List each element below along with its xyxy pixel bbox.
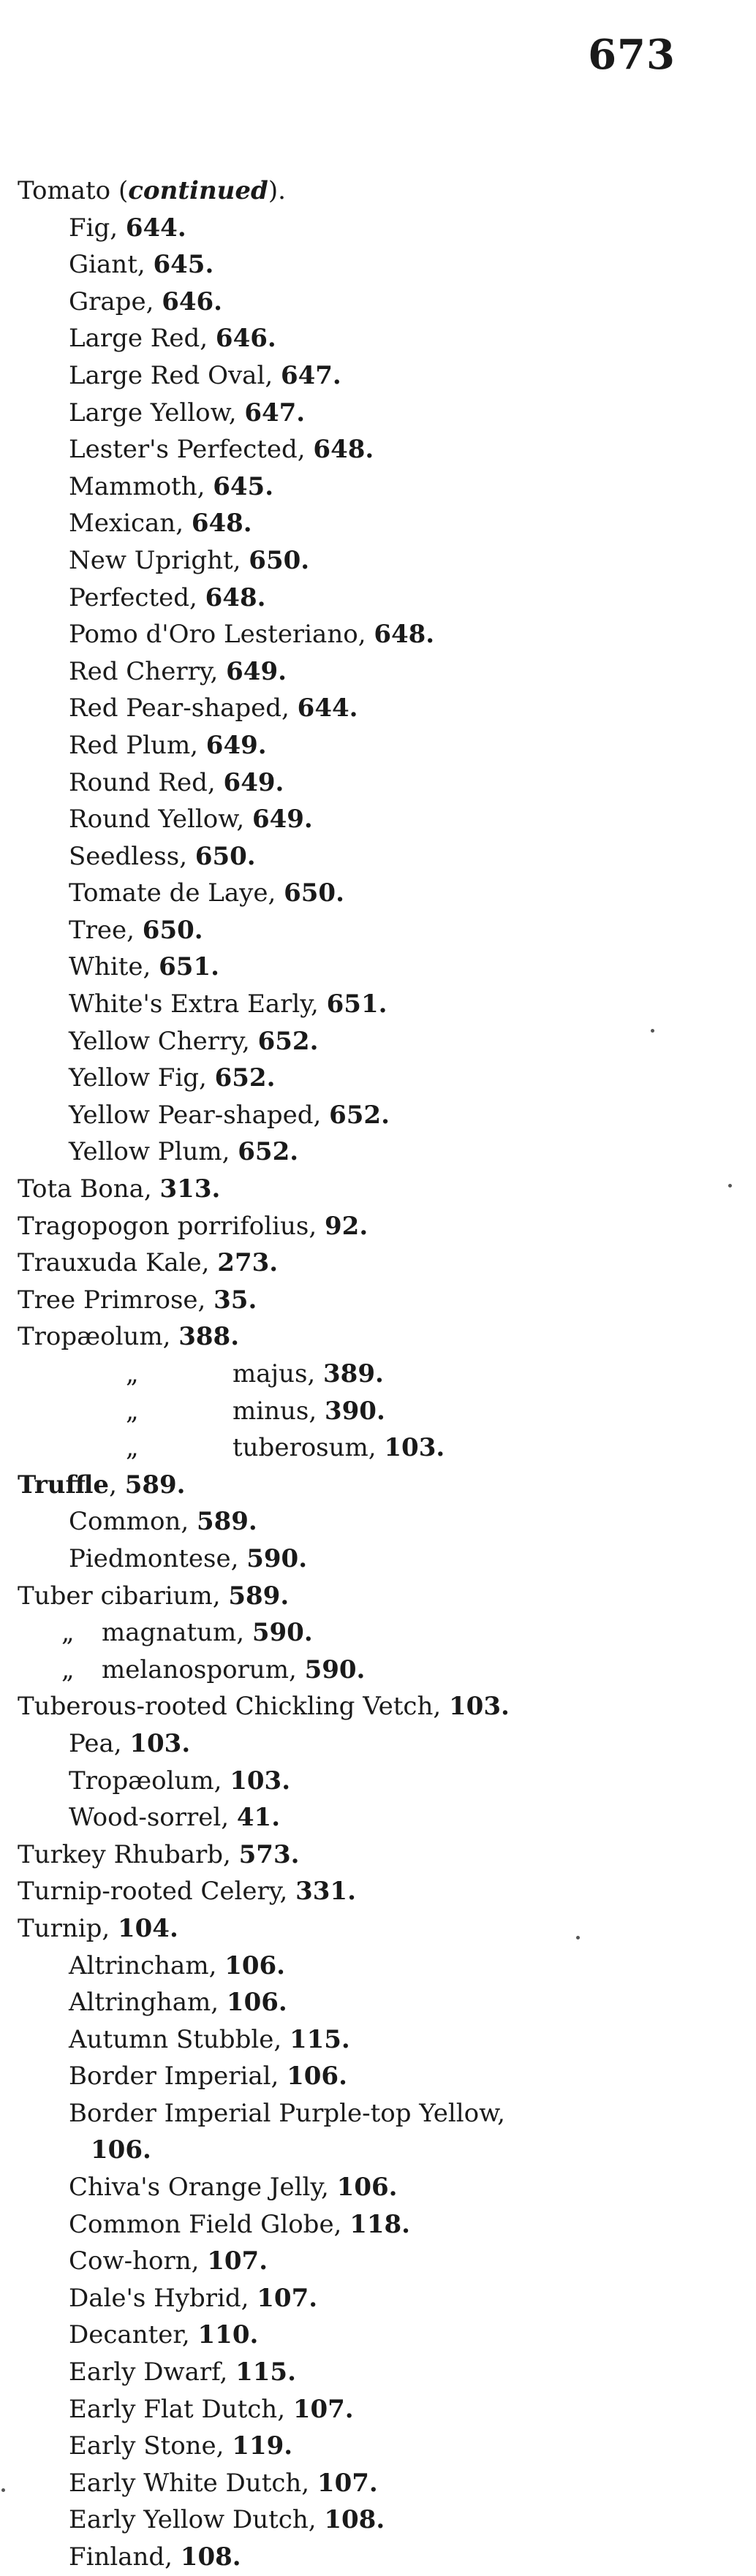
- entry-term: Tuberous-rooted Chickling Vetch,: [18, 1692, 449, 1722]
- page-reference: 650.: [194, 841, 256, 871]
- index-subentry: [18, 1097, 749, 1134]
- entry-term: Piedmontese,: [69, 1543, 247, 1573]
- index-subentry: [18, 1429, 749, 1467]
- index-subentry: [18, 912, 749, 949]
- page-reference: 390.: [324, 1396, 385, 1426]
- page-reference: 649.: [226, 656, 287, 686]
- entry-term: White,: [69, 952, 159, 982]
- index-subentry: [18, 1023, 749, 1060]
- index-entry: [18, 172, 749, 210]
- entry-term: Cow-horn,: [69, 2246, 208, 2276]
- entry-term: melanosporum,: [102, 1654, 305, 1684]
- index-subentry: [18, 2095, 749, 2132]
- index-subentry: [18, 431, 749, 468]
- entry-term: Chiva's Orange Jelly,: [69, 2173, 337, 2203]
- entry-term: Giant,: [69, 250, 154, 280]
- page-reference: 652.: [329, 1100, 390, 1130]
- page-reference: 106.: [226, 1988, 287, 2018]
- page-reference: 41.: [236, 1803, 281, 1833]
- page-reference: 35.: [213, 1285, 257, 1315]
- index-entry: [18, 1910, 749, 1948]
- entry-term: New Upright,: [69, 545, 249, 575]
- page-reference: 118.: [349, 2209, 410, 2239]
- index-subentry: [18, 1393, 749, 1430]
- index-subentry: [18, 468, 749, 506]
- entry-term: Dale's Hybrid,: [69, 2283, 257, 2313]
- index-subentry: [18, 1503, 749, 1540]
- page-reference: 331.: [295, 1877, 356, 1907]
- index-subentry: [18, 1948, 749, 1985]
- index-subentry: [18, 395, 749, 432]
- entry-term: Tomato (: [18, 176, 129, 205]
- index-subentry: [18, 580, 749, 617]
- ditto-mark: „: [126, 1396, 139, 1426]
- index-subentry: [18, 653, 749, 691]
- page-reference: 115.: [289, 2024, 350, 2054]
- page-reference: 646.: [162, 286, 222, 316]
- page-number: 673: [588, 31, 676, 79]
- entry-term: Seedless,: [69, 841, 195, 871]
- page-reference: 313.: [159, 1174, 221, 1204]
- page-reference: 110.: [197, 2320, 259, 2350]
- entry-term: Early Dwarf,: [69, 2357, 236, 2387]
- entry-term: Red Plum,: [69, 730, 206, 760]
- index-entry: [18, 1208, 749, 1245]
- print-speck: [1, 2488, 5, 2492]
- entry-term: Large Red,: [69, 324, 216, 354]
- ditto-mark: „: [126, 1433, 139, 1463]
- entry-term: Mexican,: [69, 509, 192, 539]
- page-reference: 649.: [205, 730, 267, 760]
- index-subentry: [18, 727, 749, 764]
- index-subentry: [18, 1060, 749, 1097]
- page-reference: 648.: [374, 620, 435, 650]
- page-reference: 119.: [232, 2431, 293, 2461]
- entry-term: Round Yellow,: [69, 805, 252, 835]
- ditto-mark: „: [61, 1654, 75, 1684]
- page-reference: 115.: [235, 2357, 296, 2387]
- index-subentry: [18, 2501, 749, 2539]
- page-reference: 106.: [224, 1950, 285, 1980]
- entry-term: Border Imperial Purple-top Yellow,: [69, 2098, 505, 2128]
- index-list: [18, 172, 749, 2576]
- index-subentry: [18, 1725, 749, 1763]
- index-subentry: [18, 2391, 749, 2428]
- entry-term: Tropæolum,: [69, 1766, 230, 1796]
- entry-term: Yellow Pear-shaped,: [69, 1100, 330, 1130]
- index-subentry: [18, 2354, 749, 2391]
- ditto-mark: „: [126, 1359, 139, 1388]
- page-reference: 650.: [284, 878, 344, 908]
- index-subentry: [18, 1540, 749, 1578]
- index-subentry: [18, 2206, 749, 2243]
- page-reference: 106.: [287, 2062, 347, 2091]
- entry-term: Tragopogon porrifolius,: [18, 1211, 325, 1241]
- entry-term: Grape,: [69, 286, 162, 316]
- entry-term: Altringham,: [69, 1988, 227, 2018]
- page-reference: 273.: [217, 1248, 279, 1278]
- index-subentry: [18, 2021, 749, 2059]
- page-reference: 646.: [215, 324, 276, 354]
- index-subentry: [18, 838, 749, 875]
- entry-term: Altrincham,: [69, 1950, 225, 1980]
- entry-term: Turkey Rhubarb,: [18, 1839, 239, 1869]
- entry-term: Fig,: [69, 213, 126, 243]
- entry-term: Tree Primrose,: [18, 1285, 214, 1315]
- entry-term: Lester's Perfected,: [69, 435, 314, 465]
- page-reference: 106.: [91, 2135, 151, 2165]
- index-subentry: [18, 1984, 749, 2021]
- page-reference: 107.: [292, 2394, 354, 2424]
- page-reference: 389.: [323, 1359, 384, 1388]
- index-subentry: [18, 1614, 749, 1652]
- index-subentry: [18, 210, 749, 247]
- entry-term: Turnip-rooted Celery,: [18, 1877, 296, 1907]
- print-speck: [576, 1936, 580, 1939]
- page-reference: 589.: [124, 1470, 186, 1500]
- entry-term: Large Yellow,: [69, 398, 245, 428]
- entry-term: Early Flat Dutch,: [69, 2394, 293, 2424]
- index-subentry: [18, 2539, 749, 2576]
- entry-term: Pea,: [69, 1728, 130, 1758]
- index-subentry: [18, 246, 749, 284]
- entry-term: Early Stone,: [69, 2431, 233, 2461]
- index-subentry: [18, 505, 749, 542]
- page-reference: 92.: [325, 1211, 368, 1241]
- page-reference: 650.: [142, 915, 203, 945]
- page-reference: 648.: [313, 435, 374, 465]
- page-reference: 590.: [246, 1543, 308, 1573]
- index-subentry: [18, 2169, 749, 2206]
- entry-italic: continued: [128, 176, 268, 205]
- page-reference: 103.: [384, 1433, 445, 1463]
- page-reference: 652.: [257, 1026, 319, 1056]
- entry-term: Tota Bona,: [18, 1174, 160, 1204]
- page-reference: 106.: [336, 2173, 398, 2203]
- index-entry: [18, 1467, 749, 1504]
- entry-term: Common Field Globe,: [69, 2209, 350, 2239]
- index-entry: [18, 1282, 749, 1319]
- index-subentry: [18, 1763, 749, 1800]
- index-subentry: [18, 2317, 749, 2354]
- entry-term: Red Cherry,: [69, 656, 227, 686]
- entry-punct: ,: [109, 1470, 125, 1500]
- index-subentry: [18, 1799, 749, 1836]
- index-subentry: [18, 764, 749, 802]
- page-reference: 649.: [223, 767, 284, 797]
- page-reference: 107.: [257, 2283, 318, 2313]
- page-reference: 590.: [304, 1654, 366, 1684]
- index-subentry: [18, 320, 749, 357]
- page-reference: 644.: [125, 213, 186, 243]
- index-subentry: [18, 986, 749, 1023]
- index-subentry: [18, 2058, 749, 2095]
- page-reference: 644.: [297, 694, 358, 723]
- entry-term: minus,: [233, 1396, 325, 1426]
- index-subentry: [18, 2132, 749, 2169]
- index-subentry: [18, 690, 749, 727]
- entry-term: Yellow Fig,: [69, 1063, 215, 1093]
- entry-term: Trauxuda Kale,: [18, 1248, 218, 1278]
- entry-term: Border Imperial,: [69, 2062, 287, 2091]
- index-subentry: [18, 542, 749, 580]
- index-subentry: [18, 801, 749, 838]
- index-entry: [18, 1578, 749, 1615]
- entry-term: Wood-sorrel,: [69, 1803, 237, 1833]
- entry-term: magnatum,: [102, 1618, 252, 1648]
- page-reference: 103.: [230, 1766, 291, 1796]
- index-entry: [18, 1873, 749, 1910]
- index-entry: [18, 1688, 749, 1725]
- entry-term: Tomate de Laye,: [69, 878, 284, 908]
- page-reference: 590.: [252, 1618, 313, 1648]
- index-subentry: [18, 284, 749, 321]
- page-reference: 648.: [191, 509, 252, 539]
- index-subentry: [18, 616, 749, 653]
- index-subentry: [18, 2280, 749, 2317]
- entry-term: Early Yellow Dutch,: [69, 2505, 325, 2535]
- page-reference: 573.: [238, 1839, 300, 1869]
- ditto-mark: „: [61, 1618, 75, 1648]
- index-subentry: [18, 2243, 749, 2280]
- index-subentry: [18, 2428, 749, 2465]
- index-subentry: [18, 1133, 749, 1171]
- page-reference: 651.: [159, 952, 219, 982]
- entry-term: Decanter,: [69, 2320, 198, 2350]
- index-entry: [18, 1171, 749, 1208]
- index-entry: [18, 1318, 749, 1356]
- page-reference: 647.: [244, 398, 306, 428]
- entry-term: Tuber cibarium,: [18, 1581, 229, 1611]
- index-subentry: [18, 875, 749, 912]
- entry-term: Autumn Stubble,: [69, 2024, 290, 2054]
- entry-term: White's Extra Early,: [69, 989, 327, 1019]
- entry-term: Yellow Plum,: [69, 1137, 238, 1167]
- page-reference: 647.: [280, 360, 341, 390]
- index-subentry: [18, 357, 749, 395]
- entry-term: Tree,: [69, 915, 143, 945]
- page-reference: 650.: [249, 545, 310, 575]
- entry-term: Perfected,: [69, 582, 205, 612]
- entry-term: Round Red,: [69, 767, 224, 797]
- entry-term: Yellow Cherry,: [69, 1026, 258, 1056]
- index-subentry: [18, 949, 749, 986]
- page-reference: 652.: [238, 1137, 299, 1167]
- entry-term: Pomo d'Oro Lesteriano,: [69, 620, 374, 650]
- page-reference: 645.: [153, 250, 214, 280]
- page-reference: 103.: [129, 1728, 191, 1758]
- page-reference: 108.: [324, 2505, 385, 2535]
- entry-term: tuberosum,: [233, 1433, 385, 1463]
- page-reference: 103.: [449, 1692, 510, 1722]
- page-reference: 645.: [213, 471, 274, 501]
- entry-term: Early White Dutch,: [69, 2468, 317, 2498]
- page-reference: 107.: [317, 2468, 378, 2498]
- entry-term: Large Red Oval,: [69, 360, 281, 390]
- page-reference: 651.: [326, 989, 388, 1019]
- print-speck: [728, 1184, 732, 1188]
- entry-term: Turnip,: [18, 1913, 118, 1943]
- entry-term: Truffle: [18, 1470, 110, 1500]
- page-reference: 652.: [214, 1063, 276, 1093]
- page-reference: 108.: [180, 2542, 241, 2572]
- entry-punct: ).: [268, 176, 286, 205]
- index-subentry: [18, 2465, 749, 2502]
- entry-term: majus,: [233, 1359, 324, 1388]
- entry-term: Finland,: [69, 2542, 181, 2572]
- print-speck: [651, 1029, 654, 1033]
- page-reference: 388.: [178, 1322, 240, 1352]
- index-subentry: [18, 1356, 749, 1393]
- entry-term: Tropæolum,: [18, 1322, 179, 1352]
- entry-term: Common,: [69, 1507, 197, 1537]
- entry-term: Mammoth,: [69, 471, 213, 501]
- page-reference: 648.: [205, 582, 266, 612]
- index-entry: [18, 1245, 749, 1282]
- page-reference: 107.: [207, 2246, 268, 2276]
- entry-term: Red Pear-shaped,: [69, 694, 298, 723]
- page-reference: 104.: [117, 1913, 178, 1943]
- index-entry: [18, 1836, 749, 1874]
- page-reference: 649.: [252, 805, 313, 835]
- index-subentry: [18, 1652, 749, 1689]
- page-reference: 589.: [228, 1581, 290, 1611]
- page-reference: 589.: [196, 1507, 257, 1537]
